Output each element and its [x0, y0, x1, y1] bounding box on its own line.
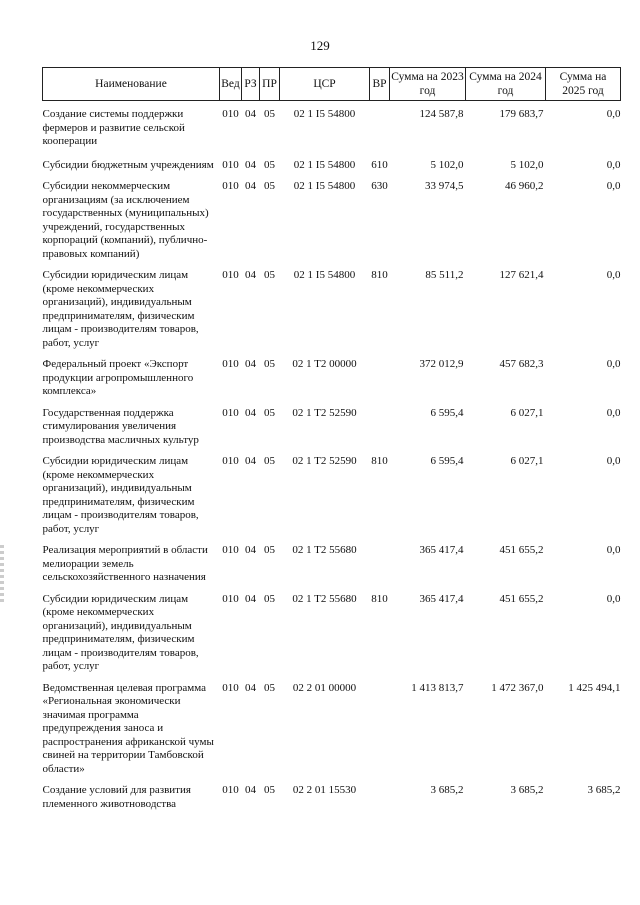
table-row — [43, 350, 621, 399]
row-csr: 02 1 T2 52590 — [292, 455, 357, 467]
row-rz: 04 — [245, 180, 256, 192]
row-name: Субсидии юридическим лицам (кроме некоммерческих организаций), индивидуальным предпринимателям, физическим лицам - производителям товаров, работ, услуг — [42, 269, 199, 349]
table-row — [43, 674, 621, 777]
row-name: Ведомственная целевая программа «Региональная экономически значимая программа предупреждения заноса и распространения африканской чумы свиней на территории Тамбовской области» — [42, 681, 214, 775]
row-sum-2025: 0,0 — [606, 544, 621, 556]
row-sum-2023: 3 685,2 — [430, 784, 464, 796]
row-pr: 05 — [264, 406, 275, 419]
row-sum-2024: 451 655,2 — [499, 592, 544, 605]
row-name: Реализация мероприятий в области мелиорации земель сельскохозяйственного назначения — [42, 544, 208, 583]
row-pr: 05 — [264, 180, 275, 192]
row-rz: 04 — [245, 158, 256, 171]
row-rz: 04 — [245, 544, 256, 556]
table-row — [43, 585, 621, 674]
row-vr: 810 — [371, 592, 388, 605]
row-name: Субсидии юридическим лицам (кроме некоммерческих организаций), индивидуальным предпринимателям, физическим лицам - производителям товаров, работ, услуг — [42, 455, 199, 535]
table-header-row — [43, 68, 621, 101]
row-ved: 010 — [222, 180, 239, 192]
row-vr — [370, 776, 390, 811]
row-ved: 010 — [222, 158, 239, 171]
row-pr: 05 — [264, 784, 275, 796]
row-csr: 02 1 I5 54800 — [293, 108, 356, 120]
row-name: Субсидии юридическим лицам (кроме некоммерческих организаций), индивидуальным предпринимателям, физическим лицам - производителям товаров, работ, услуг — [42, 592, 199, 672]
row-sum-2024: 451 655,2 — [499, 544, 544, 556]
row-sum-2024: 3 685,2 — [510, 784, 544, 796]
row-sum-2023: 5 102,0 — [430, 158, 464, 171]
row-sum-2023: 33 974,5 — [425, 180, 464, 192]
header-ved: Вед — [220, 68, 242, 101]
row-sum-2023: 85 511,2 — [425, 269, 464, 281]
row-name: Федеральный проект «Экспорт продукции агропромышленного комплекса» — [42, 358, 194, 397]
budget-table — [42, 67, 621, 811]
row-rz: 04 — [245, 269, 256, 281]
row-ved: 010 — [222, 455, 239, 467]
row-rz: 04 — [245, 455, 256, 467]
row-pr: 05 — [264, 455, 275, 467]
row-csr: 02 1 T2 52590 — [292, 406, 357, 419]
row-csr: 02 1 T2 00000 — [292, 358, 357, 370]
row-sum-2024: 6 027,1 — [510, 455, 544, 467]
table-row — [43, 149, 621, 173]
row-vr: 610 — [371, 158, 388, 171]
table-row — [43, 399, 621, 448]
row-pr: 05 — [264, 681, 275, 694]
row-rz: 04 — [245, 681, 256, 694]
row-csr: 02 1 T2 55680 — [292, 592, 357, 605]
row-csr: 02 2 01 00000 — [292, 681, 357, 694]
table-row — [43, 447, 621, 536]
row-name: Субсидии некоммерческим организациям (за исключением государственных (муниципальных) учреждений, государственных корпораций (компаний), публично-правовых компаний) — [42, 180, 209, 260]
row-pr: 05 — [264, 269, 275, 281]
header-pr: ПР — [260, 68, 280, 101]
row-csr: 02 1 I5 54800 — [293, 158, 356, 171]
row-rz: 04 — [245, 406, 256, 419]
row-vr — [370, 674, 390, 777]
row-ved: 010 — [222, 544, 239, 556]
table-row — [43, 536, 621, 585]
row-sum-2023: 6 595,4 — [430, 406, 464, 419]
row-rz: 04 — [245, 108, 256, 120]
row-sum-2025: 0,0 — [606, 406, 621, 419]
row-vr: 810 — [371, 455, 388, 467]
row-ved: 010 — [222, 269, 239, 281]
header-vr: ВР — [370, 68, 390, 101]
row-sum-2025: 0,0 — [606, 158, 621, 171]
row-sum-2024: 1 472 367,0 — [491, 681, 544, 694]
row-vr — [370, 350, 390, 399]
row-sum-2024: 5 102,0 — [510, 158, 544, 171]
row-vr — [370, 399, 390, 448]
row-vr — [370, 536, 390, 585]
row-sum-2023: 365 417,4 — [419, 544, 464, 556]
row-vr: 810 — [371, 269, 388, 281]
row-rz: 04 — [245, 592, 256, 605]
row-name: Создание системы поддержки фермеров и развитие сельской кооперации — [42, 108, 185, 147]
page-number: 129 — [310, 38, 330, 53]
row-ved: 010 — [222, 592, 239, 605]
row-sum-2025: 1 425 494,1 — [568, 681, 621, 694]
row-ved: 010 — [222, 358, 239, 370]
header-name: Наименование — [43, 68, 220, 101]
row-csr: 02 2 01 15530 — [292, 784, 357, 796]
row-sum-2024: 457 682,3 — [499, 358, 544, 370]
row-name: Создание условий для развития племенного животноводства — [42, 784, 191, 810]
row-vr — [370, 101, 390, 149]
row-sum-2025: 0,0 — [606, 108, 621, 120]
row-name: Государственная поддержка стимулирования увеличения производства масличных культур — [42, 406, 199, 446]
row-csr: 02 1 T2 55680 — [292, 544, 357, 556]
row-sum-2023: 1 413 813,7 — [411, 681, 464, 694]
row-sum-2024: 6 027,1 — [510, 406, 544, 419]
row-sum-2023: 365 417,4 — [419, 592, 464, 605]
row-pr: 05 — [264, 358, 275, 370]
row-ved: 010 — [222, 108, 239, 120]
header-rz: РЗ — [242, 68, 260, 101]
row-sum-2025: 0,0 — [606, 455, 621, 467]
row-csr: 02 1 I5 54800 — [293, 269, 356, 281]
row-sum-2023: 124 587,8 — [419, 108, 464, 120]
row-csr: 02 1 I5 54800 — [293, 180, 356, 192]
table-row — [43, 172, 621, 261]
row-rz: 04 — [245, 358, 256, 370]
table-row — [43, 261, 621, 350]
header-sum-2024: Сумма на 2024 год — [466, 68, 546, 101]
table-body — [43, 101, 621, 812]
row-sum-2024: 127 621,4 — [499, 269, 544, 281]
row-sum-2024: 46 960,2 — [505, 180, 544, 192]
row-pr: 05 — [264, 108, 275, 120]
row-ved: 010 — [222, 784, 239, 796]
row-sum-2025: 0,0 — [606, 592, 621, 605]
header-csr: ЦСР — [280, 68, 370, 101]
row-sum-2023: 372 012,9 — [419, 358, 464, 370]
row-name: Субсидии бюджетным учреждениям — [42, 158, 214, 171]
row-rz: 04 — [245, 784, 256, 796]
row-pr: 05 — [264, 592, 275, 605]
row-sum-2023: 6 595,4 — [430, 455, 464, 467]
row-sum-2025: 0,0 — [606, 358, 621, 370]
header-sum-2023: Сумма на 2023 год — [390, 68, 466, 101]
table-row — [43, 776, 621, 811]
header-sum-2025: Сумма на 2025 год — [546, 68, 621, 101]
row-sum-2024: 179 683,7 — [499, 108, 544, 120]
row-pr: 05 — [264, 544, 275, 556]
row-vr: 630 — [371, 180, 388, 192]
row-ved: 010 — [222, 681, 239, 694]
table-row — [43, 101, 621, 149]
row-sum-2025: 3 685,2 — [587, 784, 621, 796]
row-ved: 010 — [222, 406, 239, 419]
scan-edge-artifact — [0, 545, 4, 605]
row-sum-2025: 0,0 — [606, 269, 621, 281]
row-pr: 05 — [264, 158, 275, 171]
row-sum-2025: 0,0 — [606, 180, 621, 192]
